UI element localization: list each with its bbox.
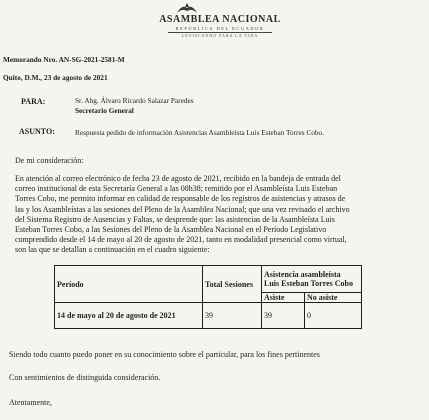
cell-absent: 0 — [305, 303, 362, 329]
to-label: PARA: — [21, 97, 46, 106]
subject-label: ASUNTO: — [19, 127, 55, 136]
paragraph-line: del Sistema Registro de Ausencias y Faltas, se desprende que: las asistencias de la Asambleísta Luis — [15, 214, 335, 224]
cell-period: 14 de mayo al 20 de agosto de 2021 — [55, 303, 203, 329]
paragraph-line: correo institucional de esta Secretaría General a las 08h38; remitido por el Asambleísta Luis Esteban — [15, 184, 338, 194]
cell-total: 39 — [203, 303, 262, 329]
table-row — [55, 303, 362, 329]
paragraph-line: En atención al correo electrónico de fecha 23 de agosto de 2021, recibido en la bandeja de entrada del — [15, 174, 341, 183]
greeting: De mi consideración: — [15, 156, 84, 165]
header-total-sessions: Total Sesiones — [203, 266, 262, 303]
attendance-table — [54, 265, 362, 329]
paragraph-line: Torres Cobo, me permito informar en calidad de responsable de los registros de asistencias y atrasos de — [15, 194, 346, 204]
memo-number: Memorando Nro. AN-SG-2021-2581-M — [3, 55, 125, 64]
cell-attends: 39 — [262, 303, 305, 329]
paragraph-line: comprendido desde el 14 de mayo al 20 de agosto de 2021, tanto en modalidad presencial como virtual, — [15, 235, 347, 245]
subject-text: Respuesta pedido de información Asistencias Asambleísta Luis Esteban Torres Cobo. — [75, 128, 325, 137]
header-attends: Asiste — [262, 293, 305, 303]
header-attendance-group — [262, 266, 362, 293]
institution-subtitle: REPÚBLICA DEL ECUADOR — [175, 26, 265, 31]
header-attendance-line: Asistencia asambleísta — [264, 270, 341, 279]
paragraph-line: son las que se detallan a continuación en el cuadro siguiente: — [15, 245, 210, 255]
header-period: Período — [55, 266, 203, 303]
closing-regards: Con sentimientos de distinguida consideración. — [9, 373, 161, 382]
header-legislator-name: Luis Esteban Torres Cobo — [264, 279, 353, 288]
closing-sentence: Siendo todo cuanto puedo poner en su conocimiento sobre el particular, para los fines pertinentes — [9, 350, 320, 359]
body-paragraph — [15, 174, 415, 256]
signoff: Atentamente, — [9, 398, 52, 407]
paragraph-line: Esteban Torres Cobo, a las Sesiones del Pleno de la Asamblea Nacional en el Período Legislativo — [15, 225, 327, 235]
to-title: Secretario General — [75, 106, 134, 115]
institution-logo — [150, 2, 290, 38]
institution-name: ASAMBLEA NACIONAL — [159, 14, 281, 25]
header-absent: No asiste — [305, 293, 362, 303]
to-name: Sr. Abg. Álvaro Ricardo Salazar Paredes — [75, 96, 194, 105]
institution-motto: LEGISLANDO PARA LA VIDA — [181, 33, 259, 38]
paragraph-line: las y los Asambleístas a las sesiones del Pleno de la Asamblea Nacional; que una vez revisado el archivo — [15, 204, 350, 214]
memo-place-date: Quito, D.M., 23 de agosto de 2021 — [3, 73, 108, 82]
